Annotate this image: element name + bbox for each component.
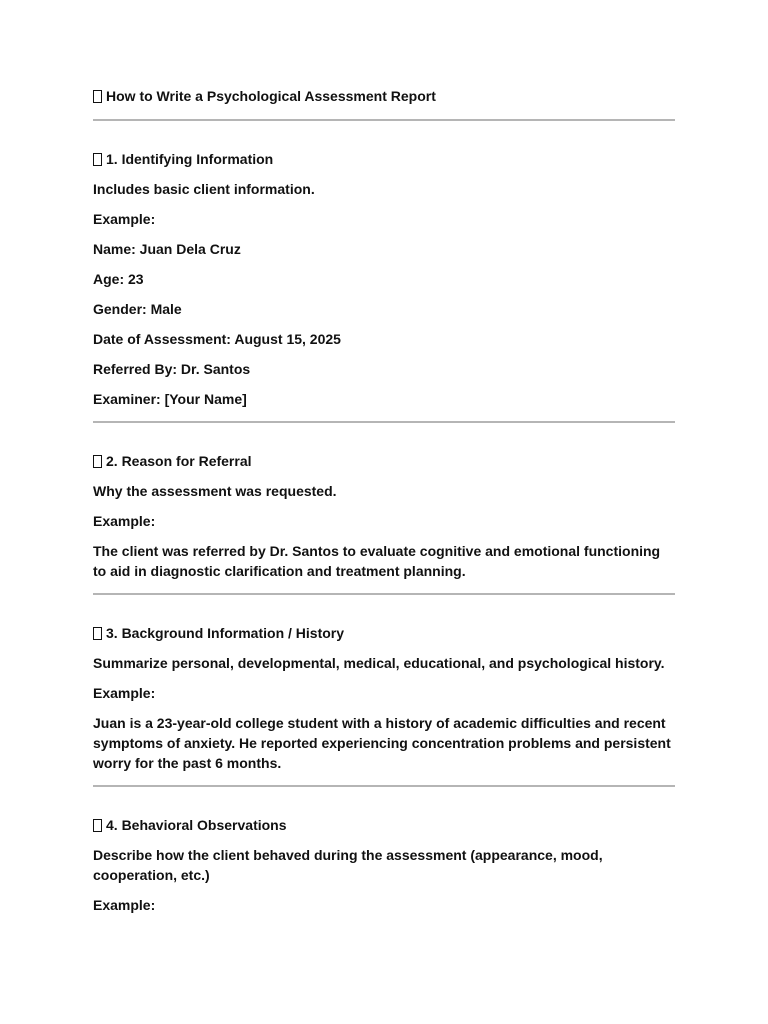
missing-glyph-icon: [93, 455, 102, 468]
info-line-examiner: Examiner: [Your Name]: [93, 391, 247, 407]
info-line-name: Name: Juan Dela Cruz: [93, 241, 241, 257]
info-line-gender: Gender: Male: [93, 301, 182, 317]
info-line-referred-by: Referred By: Dr. Santos: [93, 361, 251, 377]
section-heading: 4. Behavioral Observations: [93, 815, 675, 835]
example-label: Example:: [93, 897, 156, 913]
section-intro: Includes basic client information.: [93, 181, 315, 197]
example-text: Juan is a 23-year-old college student with a history of academic difficulties and recent symptoms of anxiety. He reported experiencing concentration problems and persistent worry for the past 6 months.: [93, 715, 671, 771]
section-heading: 2. Reason for Referral: [93, 451, 675, 471]
missing-glyph-icon: [93, 819, 102, 832]
info-line-date: Date of Assessment: August 15, 2025: [93, 331, 341, 347]
example-text: The client was referred by Dr. Santos to evaluate cognitive and emotional functioning to aid in diagnostic clarification and treatment planning.: [93, 543, 661, 579]
divider: [93, 785, 675, 787]
section-intro: Describe how the client behaved during the assessment (appearance, mood, cooperation, etc.): [93, 847, 603, 883]
section-background-information: [93, 623, 675, 773]
missing-glyph-icon: [93, 627, 102, 640]
example-label: Example:: [93, 211, 156, 227]
section-heading: 1. Identifying Information: [93, 149, 675, 169]
document-title-text: How to Write a Psychological Assessment Report: [106, 88, 436, 104]
example-label: Example:: [93, 513, 156, 529]
section-identifying-information: [93, 149, 675, 409]
divider: [93, 593, 675, 595]
section-intro: Why the assessment was requested.: [93, 483, 337, 499]
divider: [93, 421, 675, 423]
section-behavioral-observations: [93, 815, 675, 915]
document-title: [93, 86, 675, 106]
divider: [93, 119, 675, 121]
info-line-age: Age: 23: [93, 271, 144, 287]
example-label: Example:: [93, 685, 156, 701]
section-reason-for-referral: [93, 451, 675, 581]
section-intro: Summarize personal, developmental, medical, educational, and psychological history.: [93, 655, 665, 671]
document-page: [93, 86, 675, 915]
missing-glyph-icon: [93, 153, 102, 166]
missing-glyph-icon: [93, 90, 102, 103]
section-heading: 3. Background Information / History: [93, 623, 675, 643]
